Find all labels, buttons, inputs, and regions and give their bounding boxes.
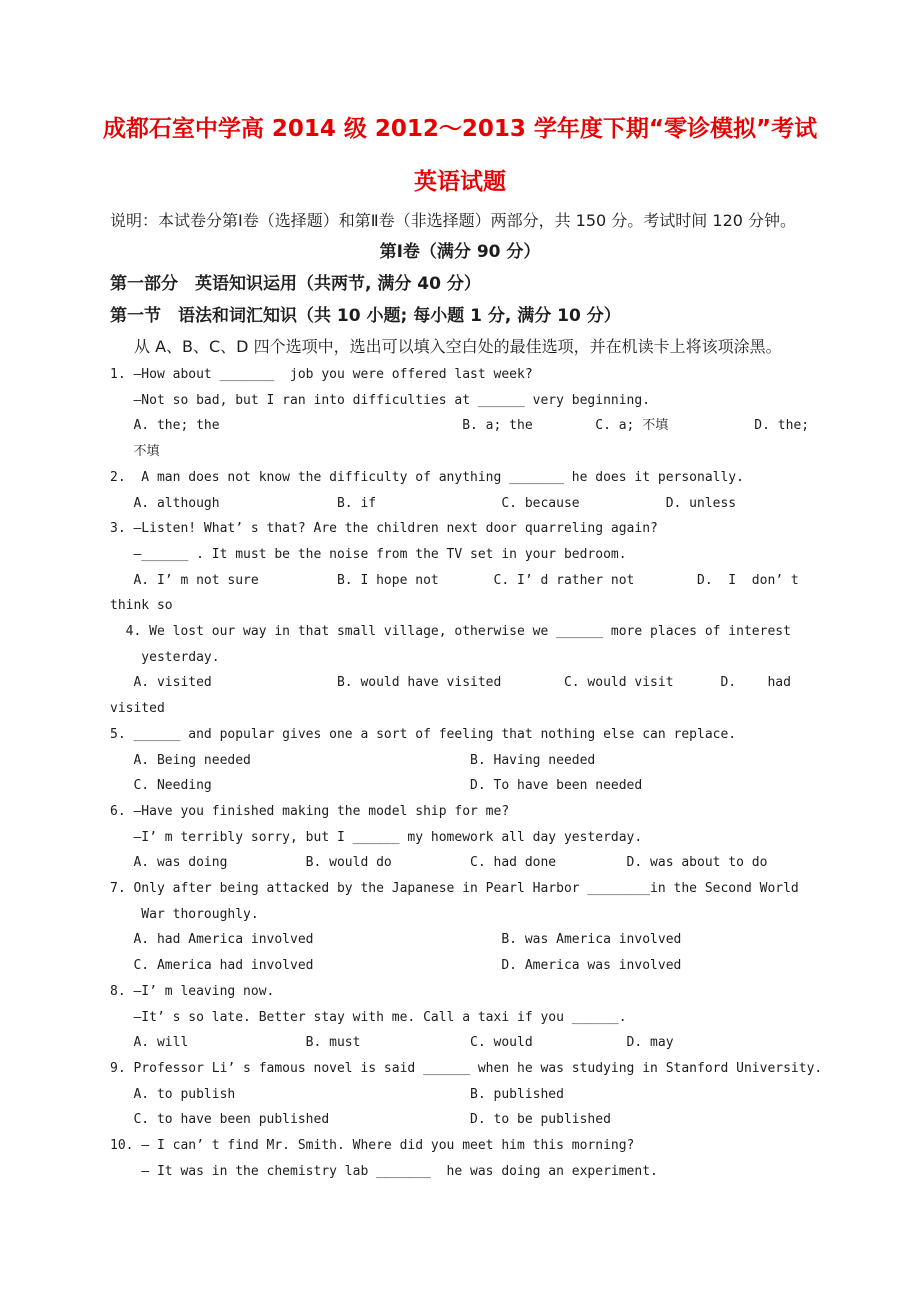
question-5-options-row-2: C. Needing D. To have been needed — [110, 778, 643, 794]
question-6-stem-line-2: —I’ m terribly sorry, but I ______ my homework all day yesterday. — [110, 829, 643, 845]
question-4-options-row: A. visited B. would have visited C. would visit D. had — [110, 675, 791, 691]
question-10-stem-line-2: — It was in the chemistry lab _______ he was doing an experiment. — [110, 1163, 658, 1179]
volume-1-heading: 第Ⅰ卷（满分 90 分） — [379, 242, 541, 262]
exam-subtitle: 英语试题 — [414, 169, 506, 195]
question-4-options-overflow: visited — [110, 701, 165, 717]
question-7-options-row-1: A. had America involved B. was America involved — [110, 932, 682, 948]
question-5-stem-line-1: 5. ______ and popular gives one a sort of feeling that nothing else can replace. — [110, 726, 737, 742]
section-1-instructions: 从 A、B、C、D 四个选项中，选出可以填入空白处的最佳选项，并在机读卡上将该项涂黑。 — [134, 337, 782, 356]
question-8-stem-line-1: 8. —I’ m leaving now. — [110, 983, 275, 999]
question-3-options-row: A. I’ m not sure B. I hope not C. I’ d rather not D. I don’ t — [110, 572, 799, 588]
question-9-options-row-1: A. to publish B. published — [110, 1086, 564, 1102]
question-2-options-row: A. although B. if C. because D. unless — [110, 495, 737, 511]
question-7-options-row-2: C. America had involved D. America was involved — [110, 958, 682, 974]
question-6-stem-line-1: 6. —Have you finished making the model ship for me? — [110, 803, 510, 819]
section-1-heading: 第一节 语法和词汇知识（共 10 小题; 每小题 1 分, 满分 10 分） — [110, 306, 621, 326]
question-8-stem-line-2: —It’ s so late. Better stay with me. Call a taxi if you ______. — [110, 1009, 627, 1025]
question-8-options-row: A. will B. must C. would D. may — [110, 1035, 674, 1051]
question-7-stem-line-1: 7. Only after being attacked by the Japanese in Pearl Harbor ________in the Second World — [110, 881, 799, 897]
exam-title: 成都石室中学高 2014 级 2012～2013 学年度下期“零诊模拟”考试 — [102, 116, 818, 142]
question-4-stem-line-1: 4. We lost our way in that small village, otherwise we ______ more places of interest — [110, 624, 791, 640]
question-10-stem-line-1: 10. — I can’ t find Mr. Smith. Where did you meet him this morning? — [110, 1138, 635, 1154]
part-1-heading: 第一部分 英语知识运用（共两节, 满分 40 分） — [110, 274, 481, 294]
question-9-stem-line-1: 9. Professor Li’ s famous novel is said ______ when he was studying in Stanford University. — [110, 1060, 823, 1076]
question-7-stem-line-2: War thoroughly. — [110, 906, 259, 922]
question-2-stem-line-1: 2. A man does not know the difficulty of anything _______ he does it personally. — [110, 469, 744, 485]
question-1-options-row: A. the; the B. a; the C. a; 不填 D. the; — [110, 418, 810, 434]
question-1-stem-line-2: —Not so bad, but I ran into difficulties at ______ very beginning. — [110, 392, 651, 408]
question-3-options-overflow: think so — [110, 598, 173, 614]
question-1-stem-line-1: 1. —How about _______ job you were offered last week? — [110, 367, 533, 382]
question-1-options-overflow: 不填 — [110, 444, 160, 460]
question-6-options-row: A. was doing B. would do C. had done D. was about to do — [110, 855, 768, 871]
question-9-options-row-2: C. to have been published D. to be published — [110, 1112, 611, 1128]
exam-note: 说明：本试卷分第Ⅰ卷（选择题）和第Ⅱ卷（非选择题）两部分，共 150 分。考试时间 120 分钟。 — [110, 211, 797, 230]
question-5-options-row-1: A. Being needed B. Having needed — [110, 752, 596, 768]
question-3-stem-line-1: 3. —Listen! What’ s that? Are the children next door quarreling again? — [110, 521, 658, 537]
question-4-stem-line-2: yesterday. — [110, 649, 220, 665]
question-3-stem-line-2: —______ . It must be the noise from the TV set in your bedroom. — [110, 546, 627, 562]
